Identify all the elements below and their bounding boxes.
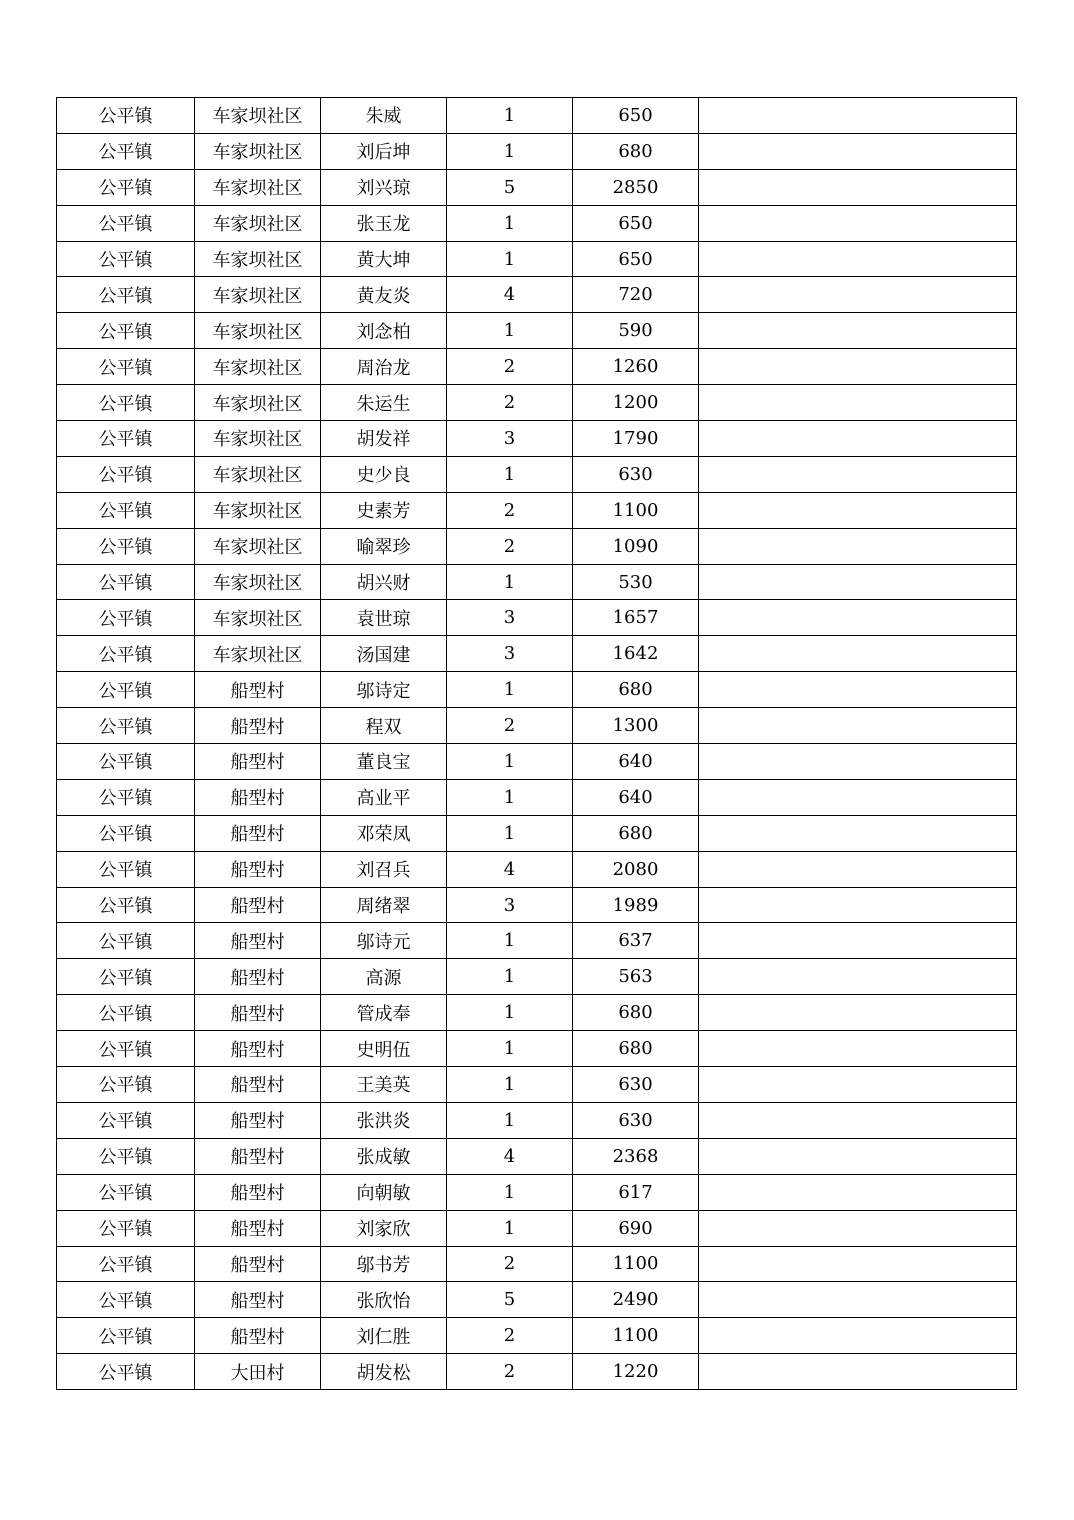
town-cell: 公平镇 — [57, 995, 195, 1031]
remarks-cell — [699, 421, 1017, 457]
village-cell: 船型村 — [195, 995, 321, 1031]
village-cell: 车家坝社区 — [195, 349, 321, 385]
remarks-cell — [699, 779, 1017, 815]
amount-cell: 680 — [573, 133, 699, 169]
town-cell: 公平镇 — [57, 600, 195, 636]
household-count-cell: 1 — [447, 1067, 573, 1103]
village-cell: 船型村 — [195, 1246, 321, 1282]
name-cell: 邓荣凤 — [321, 815, 447, 851]
remarks-cell — [699, 1246, 1017, 1282]
remarks-cell — [699, 169, 1017, 205]
remarks-cell — [699, 1210, 1017, 1246]
table-row — [57, 241, 1017, 277]
village-cell: 船型村 — [195, 1282, 321, 1318]
household-count-cell: 4 — [447, 1138, 573, 1174]
amount-cell: 1200 — [573, 385, 699, 421]
household-count-cell: 1 — [447, 923, 573, 959]
town-cell: 公平镇 — [57, 205, 195, 241]
remarks-cell — [699, 241, 1017, 277]
town-cell: 公平镇 — [57, 98, 195, 134]
table-row — [57, 887, 1017, 923]
village-cell: 车家坝社区 — [195, 277, 321, 313]
table-row — [57, 744, 1017, 780]
table-row — [57, 349, 1017, 385]
village-cell: 船型村 — [195, 708, 321, 744]
table-row — [57, 815, 1017, 851]
name-cell: 管成奉 — [321, 995, 447, 1031]
village-cell: 车家坝社区 — [195, 385, 321, 421]
remarks-cell — [699, 1174, 1017, 1210]
remarks-cell — [699, 744, 1017, 780]
household-count-cell: 1 — [447, 744, 573, 780]
amount-cell: 1300 — [573, 708, 699, 744]
amount-cell: 563 — [573, 959, 699, 995]
household-count-cell: 2 — [447, 492, 573, 528]
table-row — [57, 1282, 1017, 1318]
village-cell: 船型村 — [195, 1067, 321, 1103]
household-count-cell: 3 — [447, 887, 573, 923]
remarks-cell — [699, 815, 1017, 851]
name-cell: 邬诗元 — [321, 923, 447, 959]
name-cell: 张成敏 — [321, 1138, 447, 1174]
remarks-cell — [699, 1067, 1017, 1103]
household-count-cell: 4 — [447, 851, 573, 887]
village-cell: 船型村 — [195, 672, 321, 708]
remarks-cell — [699, 564, 1017, 600]
town-cell: 公平镇 — [57, 133, 195, 169]
table-row — [57, 1354, 1017, 1390]
name-cell: 史明伍 — [321, 1031, 447, 1067]
name-cell: 朱运生 — [321, 385, 447, 421]
amount-cell: 650 — [573, 241, 699, 277]
table-row — [57, 528, 1017, 564]
household-count-cell: 2 — [447, 385, 573, 421]
remarks-cell — [699, 708, 1017, 744]
remarks-cell — [699, 959, 1017, 995]
village-cell: 船型村 — [195, 1102, 321, 1138]
town-cell: 公平镇 — [57, 923, 195, 959]
town-cell: 公平镇 — [57, 385, 195, 421]
name-cell: 张欣怡 — [321, 1282, 447, 1318]
town-cell: 公平镇 — [57, 1282, 195, 1318]
name-cell: 黄大坤 — [321, 241, 447, 277]
table-row — [57, 421, 1017, 457]
town-cell: 公平镇 — [57, 456, 195, 492]
household-count-cell: 1 — [447, 959, 573, 995]
village-cell: 车家坝社区 — [195, 456, 321, 492]
name-cell: 史少良 — [321, 456, 447, 492]
household-count-cell: 2 — [447, 1318, 573, 1354]
amount-cell: 680 — [573, 1031, 699, 1067]
village-cell: 船型村 — [195, 1174, 321, 1210]
amount-cell: 1100 — [573, 1246, 699, 1282]
household-count-cell: 1 — [447, 1174, 573, 1210]
household-count-cell: 1 — [447, 672, 573, 708]
village-cell: 船型村 — [195, 959, 321, 995]
town-cell: 公平镇 — [57, 492, 195, 528]
amount-cell: 1260 — [573, 349, 699, 385]
remarks-cell — [699, 1102, 1017, 1138]
name-cell: 汤国建 — [321, 636, 447, 672]
amount-cell: 1989 — [573, 887, 699, 923]
name-cell: 胡发松 — [321, 1354, 447, 1390]
name-cell: 程双 — [321, 708, 447, 744]
village-cell: 车家坝社区 — [195, 636, 321, 672]
town-cell: 公平镇 — [57, 1031, 195, 1067]
table-row — [57, 923, 1017, 959]
village-cell: 大田村 — [195, 1354, 321, 1390]
household-count-cell: 1 — [447, 1210, 573, 1246]
village-cell: 船型村 — [195, 744, 321, 780]
household-count-cell: 1 — [447, 456, 573, 492]
name-cell: 邬书芳 — [321, 1246, 447, 1282]
amount-cell: 1220 — [573, 1354, 699, 1390]
table-row — [57, 708, 1017, 744]
amount-cell: 680 — [573, 672, 699, 708]
name-cell: 高业平 — [321, 779, 447, 815]
table-row — [57, 636, 1017, 672]
amount-cell: 2080 — [573, 851, 699, 887]
remarks-cell — [699, 1031, 1017, 1067]
amount-cell: 640 — [573, 779, 699, 815]
amount-cell: 650 — [573, 98, 699, 134]
household-count-cell: 1 — [447, 133, 573, 169]
remarks-cell — [699, 1354, 1017, 1390]
amount-cell: 640 — [573, 744, 699, 780]
household-count-cell: 3 — [447, 636, 573, 672]
remarks-cell — [699, 672, 1017, 708]
remarks-cell — [699, 385, 1017, 421]
table-row — [57, 1031, 1017, 1067]
table-row — [57, 1174, 1017, 1210]
name-cell: 周绪翠 — [321, 887, 447, 923]
household-count-cell: 5 — [447, 1282, 573, 1318]
town-cell: 公平镇 — [57, 851, 195, 887]
village-cell: 车家坝社区 — [195, 600, 321, 636]
remarks-cell — [699, 492, 1017, 528]
amount-cell: 1642 — [573, 636, 699, 672]
name-cell: 张玉龙 — [321, 205, 447, 241]
remarks-cell — [699, 98, 1017, 134]
name-cell: 邬诗定 — [321, 672, 447, 708]
village-cell: 车家坝社区 — [195, 241, 321, 277]
amount-cell: 617 — [573, 1174, 699, 1210]
name-cell: 向朝敏 — [321, 1174, 447, 1210]
table-row — [57, 98, 1017, 134]
table-row — [57, 492, 1017, 528]
table-row — [57, 1246, 1017, 1282]
name-cell: 胡兴财 — [321, 564, 447, 600]
remarks-cell — [699, 887, 1017, 923]
data-table — [56, 97, 1017, 1390]
name-cell: 王美英 — [321, 1067, 447, 1103]
name-cell: 黄友炎 — [321, 277, 447, 313]
table-row — [57, 959, 1017, 995]
table-row — [57, 133, 1017, 169]
remarks-cell — [699, 851, 1017, 887]
household-count-cell: 1 — [447, 205, 573, 241]
household-count-cell: 1 — [447, 995, 573, 1031]
remarks-cell — [699, 636, 1017, 672]
amount-cell: 1090 — [573, 528, 699, 564]
household-count-cell: 2 — [447, 349, 573, 385]
village-cell: 船型村 — [195, 1031, 321, 1067]
name-cell: 刘兴琼 — [321, 169, 447, 205]
amount-cell: 1100 — [573, 492, 699, 528]
amount-cell: 630 — [573, 1102, 699, 1138]
household-count-cell: 2 — [447, 528, 573, 564]
household-count-cell: 1 — [447, 564, 573, 600]
table-row — [57, 995, 1017, 1031]
town-cell: 公平镇 — [57, 959, 195, 995]
amount-cell: 2850 — [573, 169, 699, 205]
household-count-cell: 1 — [447, 779, 573, 815]
remarks-cell — [699, 313, 1017, 349]
town-cell: 公平镇 — [57, 241, 195, 277]
village-cell: 车家坝社区 — [195, 421, 321, 457]
town-cell: 公平镇 — [57, 1102, 195, 1138]
town-cell: 公平镇 — [57, 636, 195, 672]
village-cell: 车家坝社区 — [195, 205, 321, 241]
household-count-cell: 1 — [447, 1102, 573, 1138]
town-cell: 公平镇 — [57, 169, 195, 205]
amount-cell: 590 — [573, 313, 699, 349]
village-cell: 船型村 — [195, 887, 321, 923]
household-count-cell: 2 — [447, 708, 573, 744]
amount-cell: 690 — [573, 1210, 699, 1246]
table-row — [57, 564, 1017, 600]
village-cell: 车家坝社区 — [195, 313, 321, 349]
town-cell: 公平镇 — [57, 1174, 195, 1210]
town-cell: 公平镇 — [57, 421, 195, 457]
remarks-cell — [699, 995, 1017, 1031]
town-cell: 公平镇 — [57, 564, 195, 600]
name-cell: 刘家欣 — [321, 1210, 447, 1246]
table-row — [57, 851, 1017, 887]
amount-cell: 720 — [573, 277, 699, 313]
table-row — [57, 779, 1017, 815]
table-row — [57, 1138, 1017, 1174]
household-count-cell: 1 — [447, 1031, 573, 1067]
household-count-cell: 1 — [447, 815, 573, 851]
village-cell: 车家坝社区 — [195, 98, 321, 134]
remarks-cell — [699, 1282, 1017, 1318]
town-cell: 公平镇 — [57, 815, 195, 851]
town-cell: 公平镇 — [57, 1138, 195, 1174]
town-cell: 公平镇 — [57, 708, 195, 744]
table-row — [57, 205, 1017, 241]
name-cell: 董良宝 — [321, 744, 447, 780]
remarks-cell — [699, 528, 1017, 564]
table-row — [57, 169, 1017, 205]
village-cell: 车家坝社区 — [195, 564, 321, 600]
name-cell: 史素芳 — [321, 492, 447, 528]
household-count-cell: 3 — [447, 600, 573, 636]
remarks-cell — [699, 205, 1017, 241]
town-cell: 公平镇 — [57, 1210, 195, 1246]
household-count-cell: 3 — [447, 421, 573, 457]
village-cell: 车家坝社区 — [195, 133, 321, 169]
table-row — [57, 1318, 1017, 1354]
town-cell: 公平镇 — [57, 313, 195, 349]
village-cell: 车家坝社区 — [195, 528, 321, 564]
town-cell: 公平镇 — [57, 744, 195, 780]
town-cell: 公平镇 — [57, 779, 195, 815]
household-count-cell: 4 — [447, 277, 573, 313]
household-count-cell: 1 — [447, 241, 573, 277]
name-cell: 朱威 — [321, 98, 447, 134]
amount-cell: 2490 — [573, 1282, 699, 1318]
town-cell: 公平镇 — [57, 887, 195, 923]
town-cell: 公平镇 — [57, 277, 195, 313]
town-cell: 公平镇 — [57, 1354, 195, 1390]
table-row — [57, 672, 1017, 708]
village-cell: 船型村 — [195, 1210, 321, 1246]
household-count-cell: 5 — [447, 169, 573, 205]
name-cell: 刘仁胜 — [321, 1318, 447, 1354]
table-row — [57, 1102, 1017, 1138]
remarks-cell — [699, 923, 1017, 959]
name-cell: 张洪炎 — [321, 1102, 447, 1138]
name-cell: 喻翠珍 — [321, 528, 447, 564]
household-count-cell: 2 — [447, 1246, 573, 1282]
name-cell: 周治龙 — [321, 349, 447, 385]
remarks-cell — [699, 349, 1017, 385]
village-cell: 船型村 — [195, 923, 321, 959]
village-cell: 车家坝社区 — [195, 492, 321, 528]
town-cell: 公平镇 — [57, 528, 195, 564]
table-row — [57, 1210, 1017, 1246]
amount-cell: 530 — [573, 564, 699, 600]
table-row — [57, 277, 1017, 313]
amount-cell: 1790 — [573, 421, 699, 457]
amount-cell: 2368 — [573, 1138, 699, 1174]
amount-cell: 1100 — [573, 1318, 699, 1354]
village-cell: 船型村 — [195, 815, 321, 851]
amount-cell: 1657 — [573, 600, 699, 636]
town-cell: 公平镇 — [57, 349, 195, 385]
remarks-cell — [699, 600, 1017, 636]
name-cell: 刘念柏 — [321, 313, 447, 349]
village-cell: 船型村 — [195, 1318, 321, 1354]
remarks-cell — [699, 133, 1017, 169]
remarks-cell — [699, 1138, 1017, 1174]
amount-cell: 650 — [573, 205, 699, 241]
household-count-cell: 1 — [447, 98, 573, 134]
amount-cell: 630 — [573, 456, 699, 492]
household-count-cell: 1 — [447, 313, 573, 349]
table-row — [57, 385, 1017, 421]
remarks-cell — [699, 1318, 1017, 1354]
table-row — [57, 600, 1017, 636]
remarks-cell — [699, 277, 1017, 313]
town-cell: 公平镇 — [57, 1246, 195, 1282]
village-cell: 船型村 — [195, 779, 321, 815]
name-cell: 高源 — [321, 959, 447, 995]
household-count-cell: 2 — [447, 1354, 573, 1390]
remarks-cell — [699, 456, 1017, 492]
name-cell: 刘后坤 — [321, 133, 447, 169]
table-row — [57, 313, 1017, 349]
village-cell: 车家坝社区 — [195, 169, 321, 205]
amount-cell: 637 — [573, 923, 699, 959]
town-cell: 公平镇 — [57, 1318, 195, 1354]
village-cell: 船型村 — [195, 851, 321, 887]
name-cell: 胡发祥 — [321, 421, 447, 457]
table-body — [57, 98, 1017, 1390]
amount-cell: 630 — [573, 1067, 699, 1103]
town-cell: 公平镇 — [57, 672, 195, 708]
amount-cell: 680 — [573, 815, 699, 851]
name-cell: 刘召兵 — [321, 851, 447, 887]
amount-cell: 680 — [573, 995, 699, 1031]
table-row — [57, 456, 1017, 492]
name-cell: 袁世琼 — [321, 600, 447, 636]
town-cell: 公平镇 — [57, 1067, 195, 1103]
table-row — [57, 1067, 1017, 1103]
village-cell: 船型村 — [195, 1138, 321, 1174]
